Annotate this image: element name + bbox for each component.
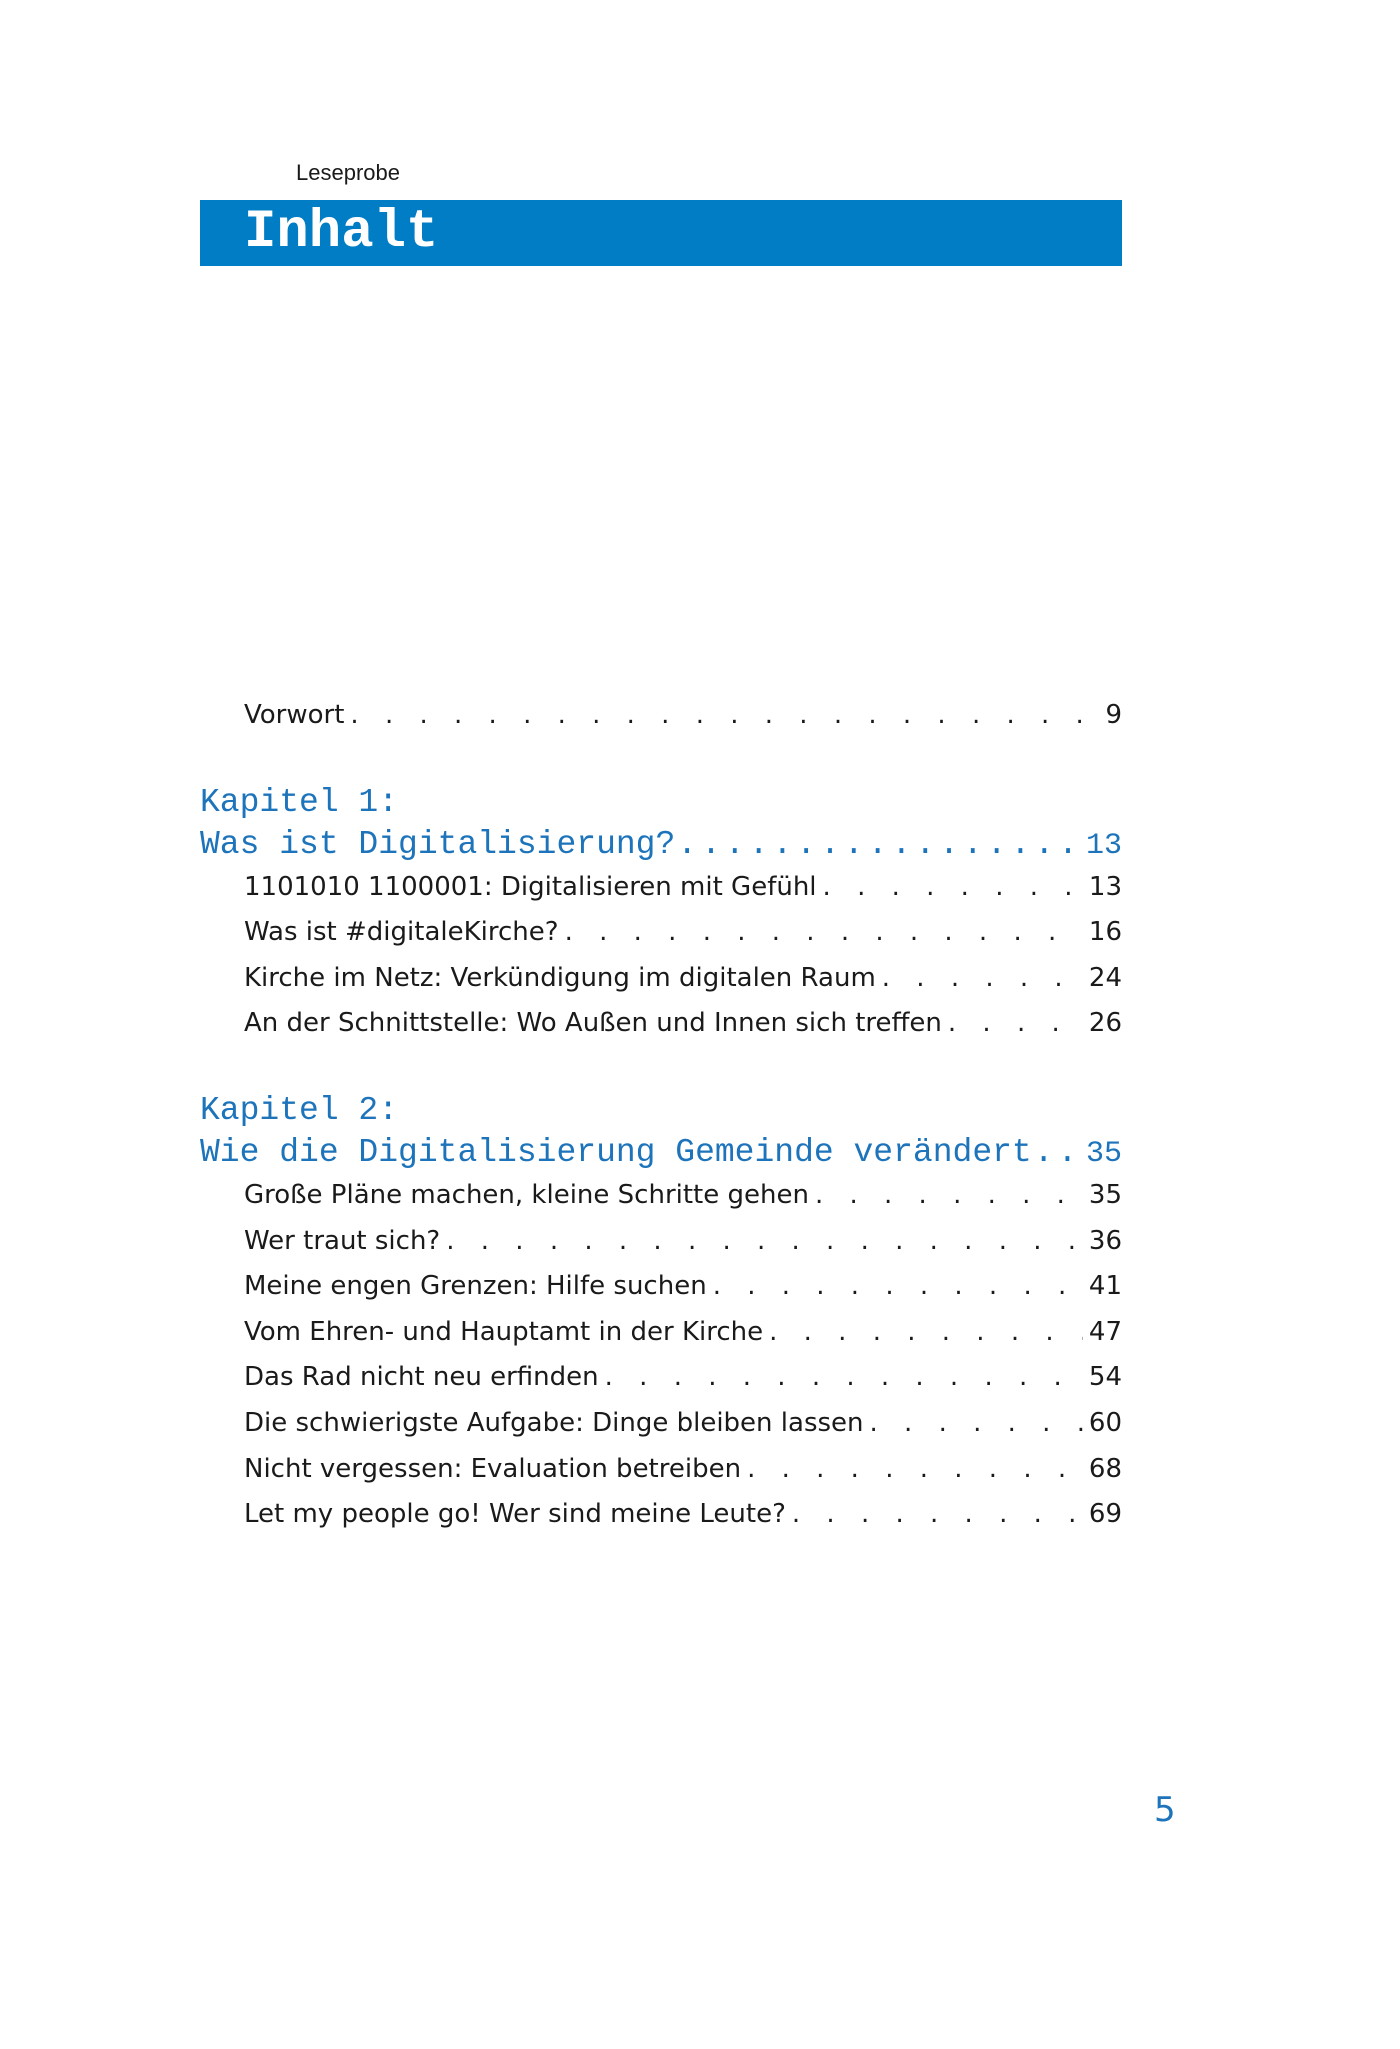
table-of-contents xyxy=(200,700,1122,1545)
toc-entry-page: 13 xyxy=(1088,871,1122,902)
toc-entry-label: Wer traut sich? xyxy=(244,1225,441,1256)
leseprobe-label: Leseprobe xyxy=(296,160,400,185)
toc-entry-label: Vom Ehren- und Hauptamt in der Kirche xyxy=(244,1316,764,1347)
toc-entry[interactable] xyxy=(200,1408,1122,1454)
dot-leader xyxy=(870,1408,1083,1438)
dot-leader xyxy=(565,917,1083,947)
toc-entry[interactable] xyxy=(200,1226,1122,1272)
toc-entry[interactable] xyxy=(200,1317,1122,1363)
chapter-label: Kapitel 1: xyxy=(200,783,399,821)
toc-entry-label: Große Pläne machen, kleine Schritte gehen xyxy=(244,1179,809,1210)
toc-entry[interactable] xyxy=(200,917,1122,963)
dot-leader xyxy=(882,963,1083,993)
toc-entry-page: 69 xyxy=(1088,1499,1122,1530)
chapter-1 xyxy=(200,780,1122,1054)
toc-entry[interactable] xyxy=(200,1180,1122,1226)
toc-entry[interactable] xyxy=(200,1499,1122,1545)
toc-entry-label: Was ist #digitaleKirche? xyxy=(244,917,559,948)
toc-entry-label: Meine engen Grenzen: Hilfe suchen xyxy=(244,1271,707,1302)
dot-leader xyxy=(677,826,1084,863)
page-title: Inhalt xyxy=(244,202,439,263)
toc-entry-label: 1101010 1100001: Digitalisieren mit Gefühl xyxy=(244,871,817,902)
dot-leader xyxy=(815,1180,1083,1210)
title-bar xyxy=(200,200,1122,266)
toc-entry[interactable] xyxy=(200,1454,1122,1500)
toc-entry[interactable] xyxy=(200,872,1122,918)
toc-entry-page: 24 xyxy=(1088,962,1122,993)
toc-entry[interactable] xyxy=(200,1271,1122,1317)
chapter-2 xyxy=(200,1088,1122,1545)
dot-leader xyxy=(769,1317,1083,1347)
toc-entry-label: Let my people go! Wer sind meine Leute? xyxy=(244,1499,786,1530)
chapter-page: 13 xyxy=(1085,828,1122,863)
toc-entry[interactable] xyxy=(200,963,1122,1009)
dot-leader xyxy=(1034,1134,1084,1171)
dot-leader xyxy=(948,1008,1083,1038)
toc-entry-vorwort[interactable] xyxy=(200,700,1122,746)
toc-entry-page: 26 xyxy=(1088,1008,1122,1039)
toc-entry-label: Das Rad nicht neu erfinden xyxy=(244,1362,599,1393)
toc-entry-page: 16 xyxy=(1088,917,1122,948)
toc-entry-label: Kirche im Netz: Verkündigung im digitalen Raum xyxy=(244,962,876,993)
chapter-title-row[interactable] xyxy=(200,826,1122,872)
chapter-page: 35 xyxy=(1085,1136,1122,1171)
toc-entry-page: 68 xyxy=(1088,1453,1122,1484)
dot-leader xyxy=(446,1226,1083,1256)
toc-entry-label: Nicht vergessen: Evaluation betreiben xyxy=(244,1453,742,1484)
toc-entry-page: 41 xyxy=(1088,1271,1122,1302)
toc-entry[interactable] xyxy=(200,1362,1122,1408)
page-number: 5 xyxy=(1154,1790,1176,1830)
toc-entry-label: An der Schnittstelle: Wo Außen und Innen sich treffen xyxy=(244,1008,942,1039)
toc-entry-page: 35 xyxy=(1088,1179,1122,1210)
dot-leader xyxy=(350,700,1099,730)
toc-entry-label: Die schwierigste Aufgabe: Dinge bleiben lassen xyxy=(244,1407,864,1438)
chapter-title: Wie die Digitalisierung Gemeinde verändert xyxy=(200,1133,1032,1171)
dot-leader xyxy=(792,1499,1083,1529)
toc-entry[interactable] xyxy=(200,1008,1122,1054)
toc-entry-page: 9 xyxy=(1105,700,1122,730)
dot-leader xyxy=(823,872,1083,902)
dot-leader xyxy=(713,1271,1083,1301)
toc-entry-page: 60 xyxy=(1088,1407,1122,1438)
dot-leader xyxy=(605,1362,1083,1392)
chapter-title: Was ist Digitalisierung? xyxy=(200,825,676,863)
toc-entry-page: 54 xyxy=(1088,1362,1122,1393)
chapter-label: Kapitel 2: xyxy=(200,1091,399,1129)
toc-entry-page: 47 xyxy=(1088,1316,1122,1347)
dot-leader xyxy=(747,1454,1083,1484)
chapter-title-row[interactable] xyxy=(200,1134,1122,1180)
toc-entry-label: Vorwort xyxy=(244,700,345,730)
toc-entry-page: 36 xyxy=(1088,1225,1122,1256)
